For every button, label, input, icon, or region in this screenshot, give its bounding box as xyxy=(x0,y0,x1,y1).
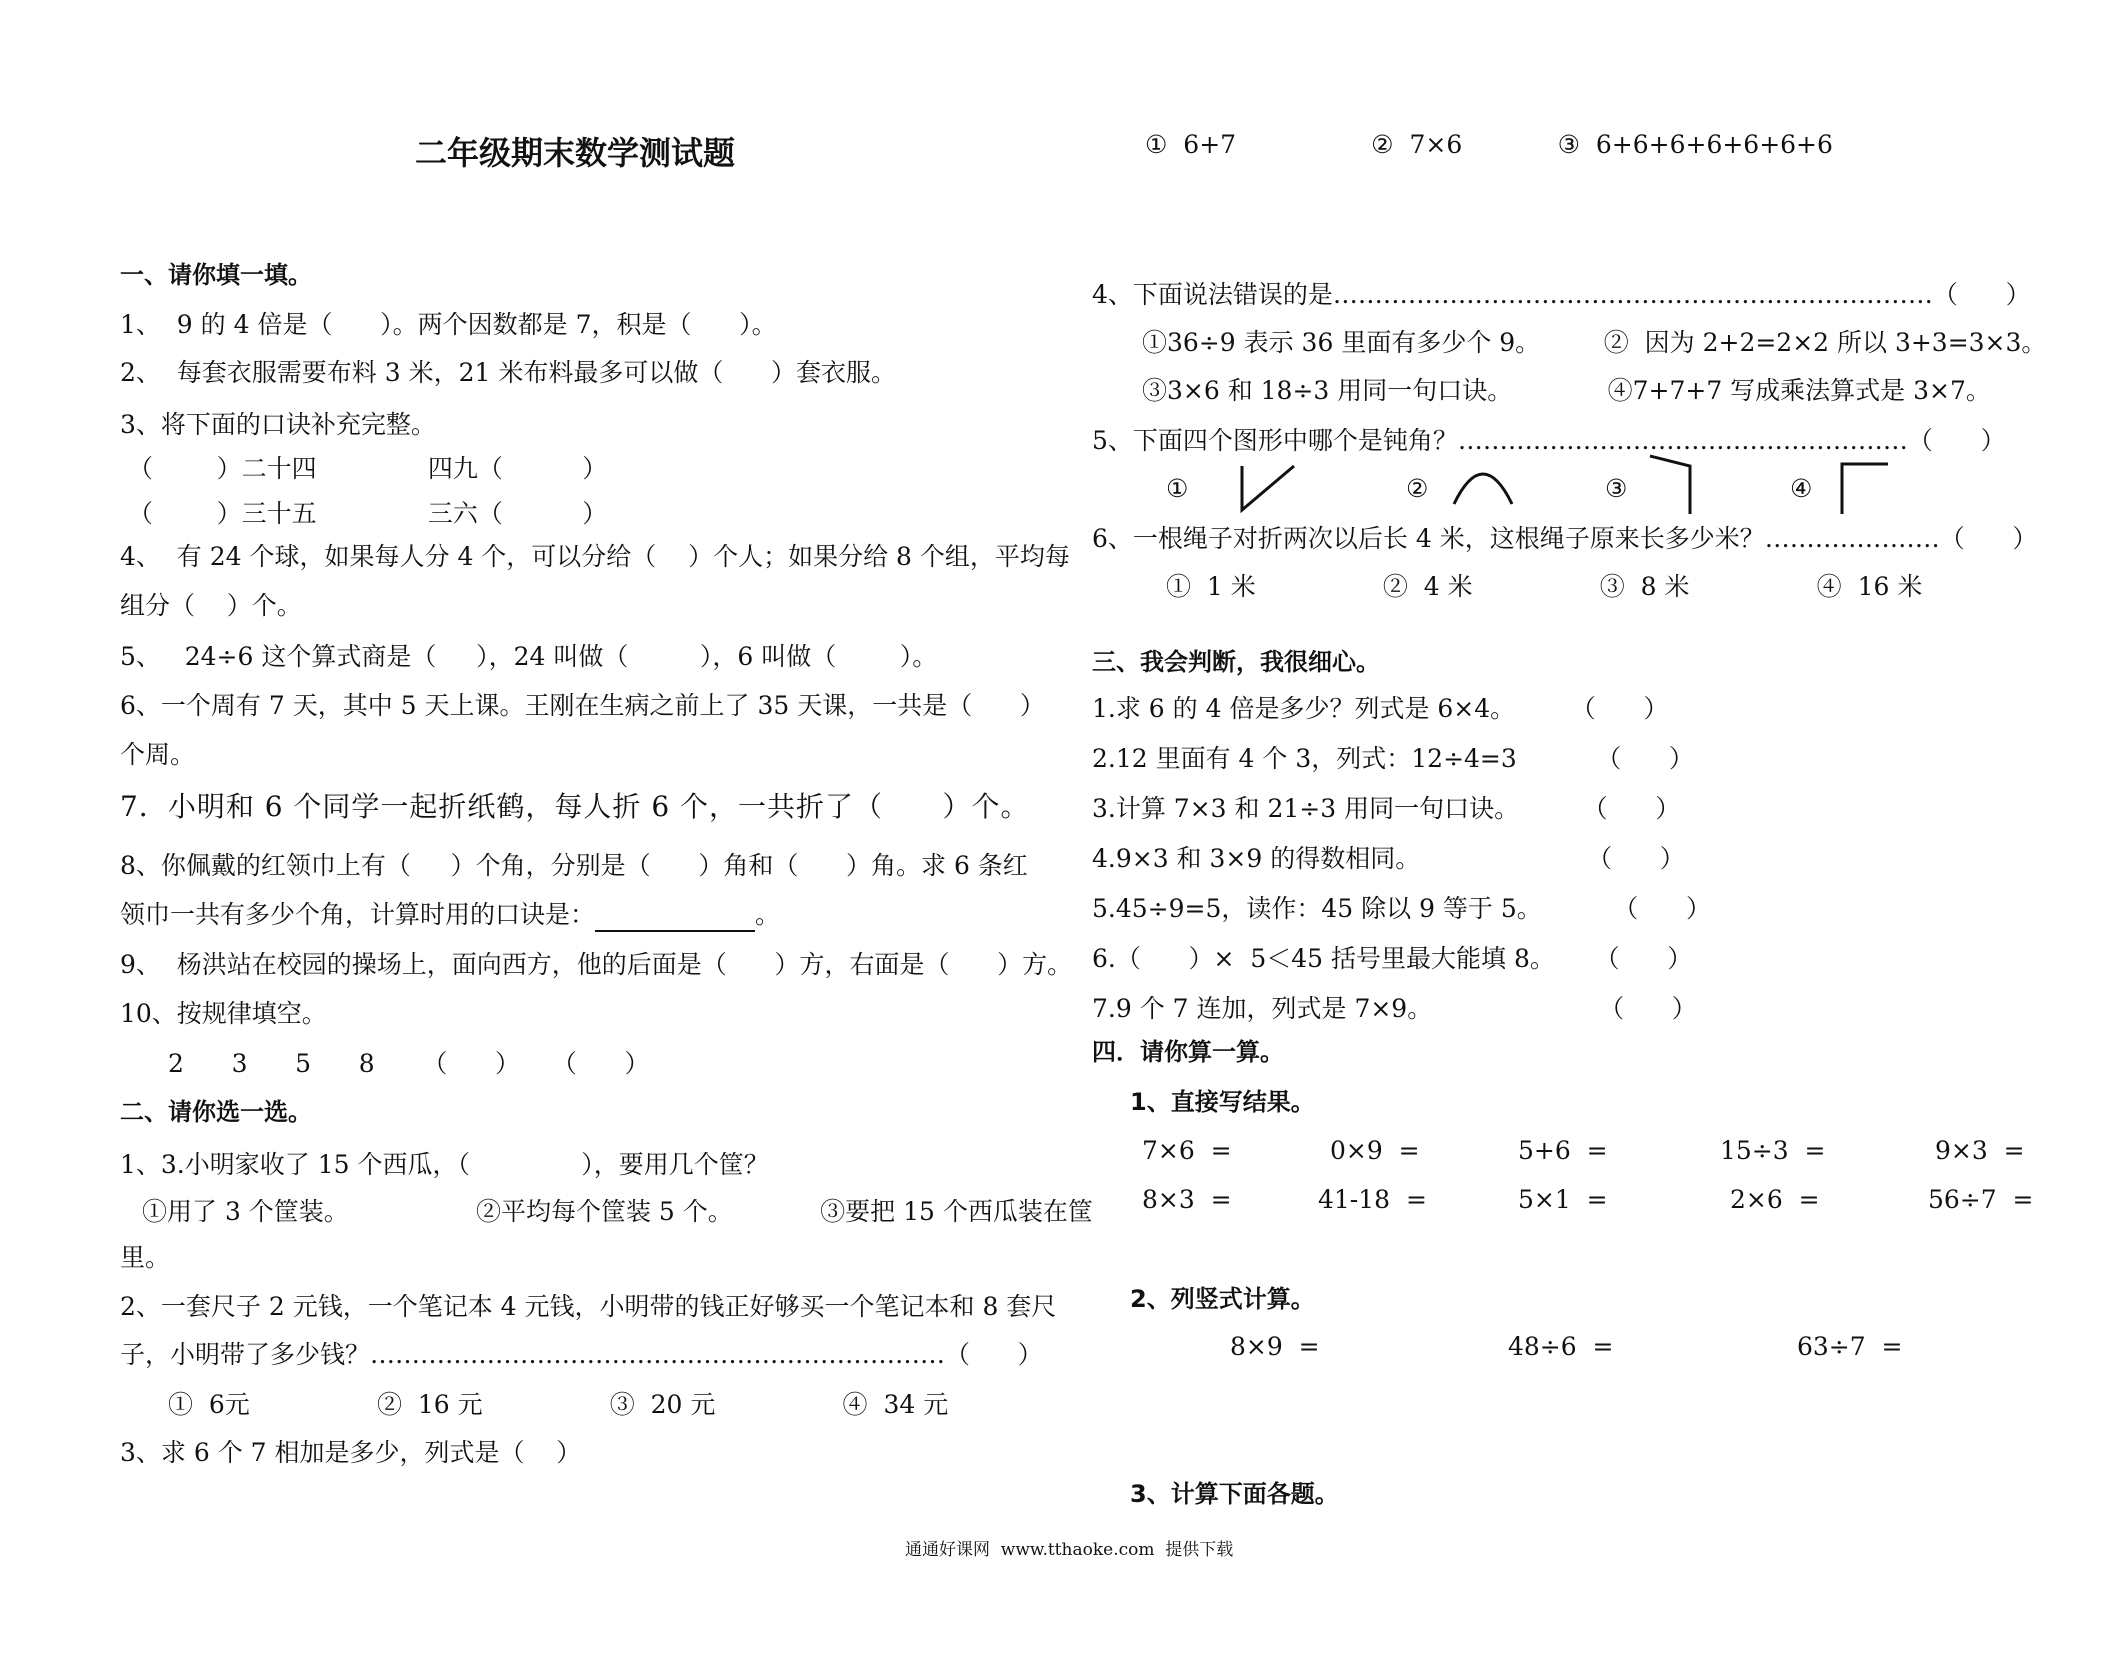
s1-q9: 9、 杨洪站在校园的操场上，面向西方，他的后面是（ ）方，右面是（ ）方。 xyxy=(120,950,1073,979)
s1-q6-cont: 个周。 xyxy=(120,740,196,769)
s2-q2-cont: 子，小明带了多少钱？……………………………………………………………（ ） xyxy=(120,1340,1043,1369)
angle-label-2: ② xyxy=(1406,474,1429,503)
calc-r1-c4: 15÷3 = xyxy=(1720,1136,1826,1165)
calc-r2-c1: 8×3 = xyxy=(1142,1185,1232,1214)
s1-q7: 7．小明和 6 个同学一起折纸鹤，每人折 6 个，一共折了（ ）个。 xyxy=(120,790,1030,823)
footer-credit: 通通好课网 www.tthaoke.com 提供下载 xyxy=(905,1540,1234,1560)
s1-q8-cont xyxy=(120,898,780,932)
section1-heading: 一、请你填一填。 xyxy=(120,261,312,289)
calc-r2-c2: 41-18 = xyxy=(1318,1185,1427,1214)
s3-q7: 7.9 个 7 连加，列式是 7×9。 （ ） xyxy=(1092,994,1697,1023)
s1-q4-cont: 组分（ ）个。 xyxy=(120,591,302,620)
arc-figure xyxy=(1450,462,1516,506)
right-angle-figure xyxy=(1838,460,1890,516)
s2-q5: 5、下面四个图形中哪个是钝角？………………………………………………（ ） xyxy=(1092,426,2006,455)
s2-q2-options: ① 6元 ② 16 元 ③ 20 元 ④ 34 元 xyxy=(168,1390,949,1419)
section4-heading: 四．请你算一算。 xyxy=(1092,1038,1284,1066)
section2-heading: 二、请你选一选。 xyxy=(120,1098,312,1126)
s1-q1: 1、 9 的 4 倍是（ ）。两个因数都是 7，积是（ ）。 xyxy=(120,310,777,339)
answer-blank[interactable] xyxy=(595,908,755,932)
calc-r2-c5: 56÷7 = xyxy=(1928,1185,2034,1214)
section4-sub1: 1、直接写结果。 xyxy=(1130,1088,1315,1116)
acute-angle-figure xyxy=(1238,462,1298,514)
s3-q4: 4.9×3 和 3×9 的得数相同。 （ ） xyxy=(1092,844,1685,873)
s3-q3: 3.计算 7×3 和 21÷3 用同一句口诀。 （ ） xyxy=(1092,794,1681,823)
s3-q6: 6.（ ）× 5＜45 括号里最大能填 8。 （ ） xyxy=(1092,944,1693,973)
angle-label-3: ③ xyxy=(1605,474,1628,503)
s2-q1-cont: 里。 xyxy=(120,1243,171,1272)
s1-q8-cont-text: 领巾一共有多少个角，计算时用的口诀是： xyxy=(120,900,596,929)
section4-sub3: 3、计算下面各题。 xyxy=(1130,1480,1339,1508)
s2-q4-options-b: ③3×6 和 18÷3 用同一句口诀。 ④7+7+7 写成乘法算式是 3×7。 xyxy=(1142,376,1991,405)
page-title: 二年级期末数学测试题 xyxy=(415,134,736,172)
angle-label-1: ① xyxy=(1166,474,1189,503)
section3-heading: 三、我会判断，我很细心。 xyxy=(1092,648,1380,676)
s1-q2: 2、 每套衣服需要布料 3 米，21 米布料最多可以做（ ）套衣服。 xyxy=(120,358,897,387)
s2-q2: 2、一套尺子 2 元钱，一个笔记本 4 元钱，小明带的钱正好够买一个笔记本和 8 套尺 xyxy=(120,1292,1057,1321)
s1-q5: 5、 24÷6 这个算式商是（ ），24 叫做（ ），6 叫做（ ）。 xyxy=(120,642,938,671)
calc-r1-c5: 9×3 = xyxy=(1935,1136,2025,1165)
s1-q6: 6、一个周有 7 天，其中 5 天上课。王刚在生病之前上了 35 天课，一共是（ ） xyxy=(120,691,1045,720)
s2-q1-options: ①用了 3 个筐装。 ②平均每个筐装 5 个。 ③要把 15 个西瓜装在筐 xyxy=(142,1197,1093,1226)
s1-q3: 3、将下面的口诀补充完整。 xyxy=(120,410,436,439)
s1-q8-period: 。 xyxy=(755,900,781,929)
calc-r2-c4: 2×6 = xyxy=(1730,1185,1820,1214)
calc-r3-c3: 63÷7 = xyxy=(1797,1332,1903,1361)
s3-q5: 5.45÷9=5，读作：45 除以 9 等于 5。 （ ） xyxy=(1092,894,1711,923)
s2-q4: 4、下面说法错误的是………………………………………………………………（ ） xyxy=(1092,280,2031,309)
calc-r3-c1: 8×9 = xyxy=(1230,1332,1320,1361)
s2-q3-options: ① 6+7 ② 7×6 ③ 6+6+6+6+6+6+6 xyxy=(1145,130,1833,159)
calc-r1-c2: 0×9 = xyxy=(1330,1136,1420,1165)
section4-sub2: 2、列竖式计算。 xyxy=(1130,1285,1315,1313)
calc-r2-c3: 5×1 = xyxy=(1518,1185,1608,1214)
s1-q3-line1: （ ）二十四 四九（ ） xyxy=(128,454,608,483)
calc-r1-c3: 5+6 = xyxy=(1518,1136,1608,1165)
s2-q6: 6、一根绳子对折两次以后长 4 米，这根绳子原来长多少米？…………………（ ） xyxy=(1092,524,2038,553)
s1-q10: 10、按规律填空。 xyxy=(120,999,327,1028)
s3-q1: 1.求 6 的 4 倍是多少？列式是 6×4。 （ ） xyxy=(1092,694,1669,723)
s2-q1: 1、3.小明家收了 15 个西瓜，（ ），要用几个筐？ xyxy=(120,1150,769,1179)
calc-r1-c1: 7×6 = xyxy=(1142,1136,1232,1165)
s1-q8: 8、你佩戴的红领巾上有（ ）个角，分别是（ ）角和（ ）角。求 6 条红 xyxy=(120,851,1028,880)
obtuse-angle-figure xyxy=(1648,454,1694,516)
s2-q3: 3、求 6 个 7 相加是多少，列式是（ ） xyxy=(120,1438,582,1467)
s2-q6-options: ① 1 米 ② 4 米 ③ 8 米 ④ 16 米 xyxy=(1166,572,1923,601)
angle-label-4: ④ xyxy=(1790,474,1813,503)
s2-q4-options-a: ①36÷9 表示 36 里面有多少个 9。 ② 因为 2+2=2×2 所以 3+3=3×3。 xyxy=(1142,328,2047,357)
s1-q3-line2: （ ）三十五 三六（ ） xyxy=(128,499,608,528)
s1-q10-sequence: 2 3 5 8 （ ） （ ） xyxy=(168,1049,650,1078)
s3-q2: 2.12 里面有 4 个 3，列式：12÷4=3 （ ） xyxy=(1092,744,1694,773)
s1-q4: 4、 有 24 个球，如果每人分 4 个，可以分给（ ）个人；如果分给 8 个组，平均每 xyxy=(120,542,1070,571)
calc-r3-c2: 48÷6 = xyxy=(1508,1332,1614,1361)
